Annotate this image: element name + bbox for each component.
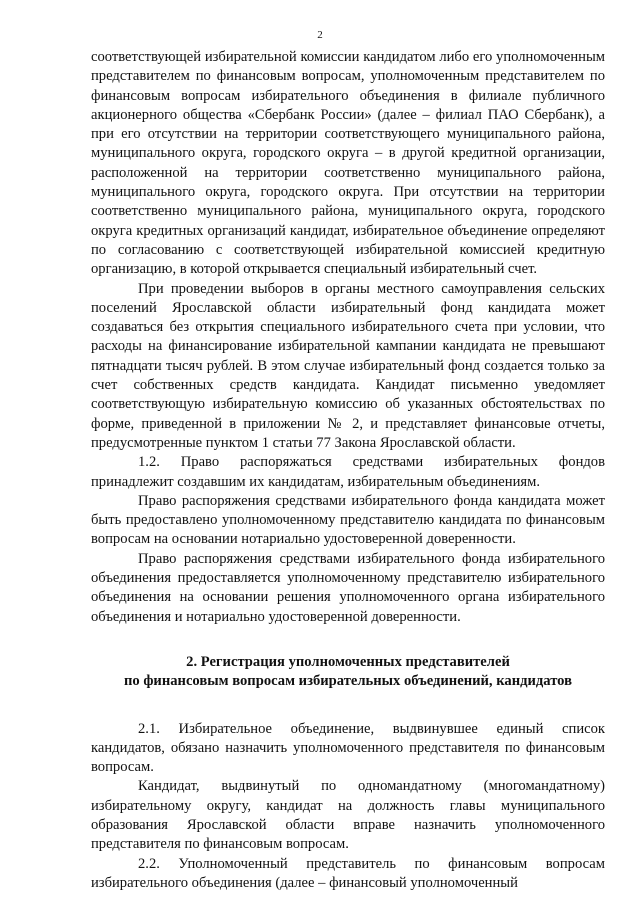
paragraph-candidate-fund-disposal: Право распоряжения средствами избирательного фонда кандидата может быть предоставлено уполномоченному представителю кандидата по финансовым вопросам на основании нотариально удостоверенной доверенности.	[91, 492, 605, 548]
paragraph-2-2-representative: 2.2. Уполномоченный представитель по финансовым вопросам избирательного объединения (далее – финансовый уполномоченный	[91, 855, 605, 891]
page-number: 2	[317, 29, 323, 41]
paragraph-bank-account: соответствующей избирательной комиссии кандидатом либо его уполномоченным представителем по финансовым вопросам, уполномоченным представителем по финансовым вопросам избирательного объединения в филиале публичного акционерного общества «Сбербанк России» (далее – филиал ПАО Сбербанк), а при его отсутствии на территории соответствующего муниципального района, муниципального округа, городского округа – в другой кредитной организации, расположенной на территории соответственно муниципального района, муниципального округа, городского округа. При отсутствии на территории соответственно муниципального района, муниципального округа, городского округа кредитных организаций кандидат, избирательное объединение определяют по согласованию с соответствующей избирательной комиссией кредитную организацию, в которой открывается специальный избирательный счет.	[91, 49, 605, 278]
section-2-heading	[91, 653, 605, 692]
paragraph-association-fund-disposal: Право распоряжения средствами избирательного фонда избирательного объединения предоставляется уполномоченному представителю избирательного объединения на основании решения уполномоченного органа избирательного объединения и нотариально удостоверенной доверенности.	[91, 550, 605, 625]
section-2-heading-line-2: по финансовым вопросам избирательных объединений, кандидатов	[123, 673, 572, 690]
document-body	[91, 48, 605, 893]
paragraph-rural-settlements: При проведении выборов в органы местного самоуправления сельских поселений Ярославской области избирательный фонд кандидата может создаваться без открытия специального избирательного счета при условии, что расходы на финансирование избирательной кампании кандидата не превышают пятнадцати тысяч рублей. В этом случае избирательный фонд создается только за счет собственных средств кандидата. Кандидат письменно уведомляет соответствующую избирательную комиссию об указанных обстоятельствах по форме, приведенной в приложении № 2, и представляет финансовые отчеты, предусмотренные пунктом 1 статьи 77 Закона Ярославской области.	[91, 280, 605, 451]
section-2-heading-line-1: 2. Регистрация уполномоченных представителей	[186, 653, 510, 670]
paragraph-1-2-right-to-dispose: 1.2. Право распоряжаться средствами избирательных фондов принадлежит создавшим их кандидатам, избирательным объединениям.	[91, 454, 605, 490]
paragraph-2-1-association-obliged: 2.1. Избирательное объединение, выдвинувшее единый список кандидатов, обязано назначить уполномоченного представителя по финансовым вопросам.	[91, 720, 605, 776]
paragraph-candidate-may-appoint: Кандидат, выдвинутый по одномандатному (многомандатному) избирательному округу, кандидат на должность главы муниципального образования Ярославской области вправе назначить уполномоченного представителя по финансовым вопросам.	[91, 778, 605, 853]
